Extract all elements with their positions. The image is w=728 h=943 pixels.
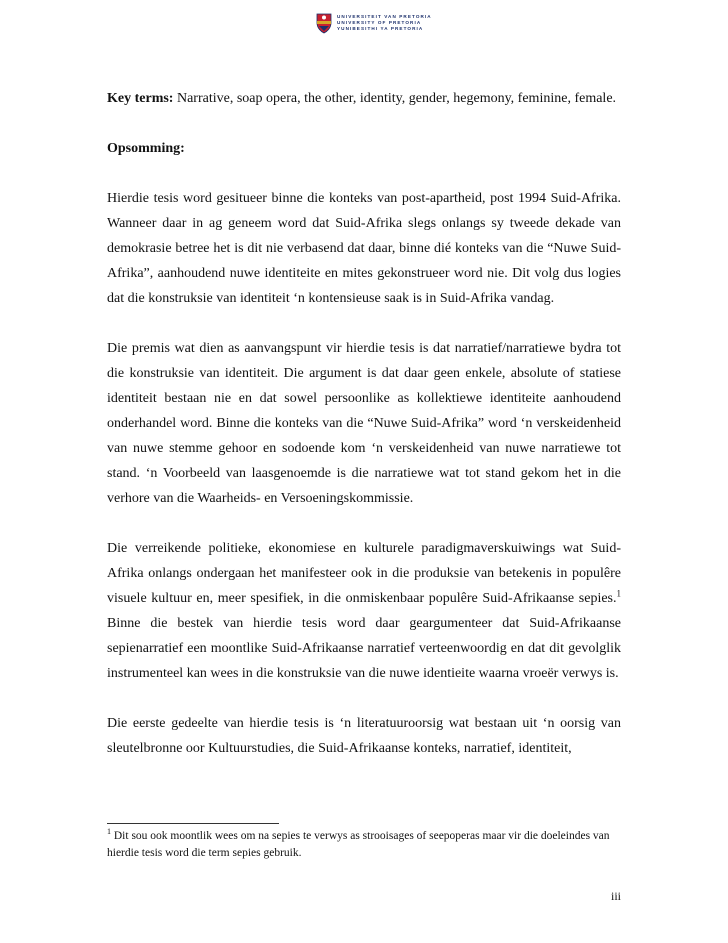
- paragraph-3-before: Die verreikende politieke, ekonomiese en kulturele paradigmaverskuiwings wat Suid-Afrika onlangs ondergaan het manifesteer ook in die produksie van betekenis in populêre visuele kultuur en, meer spesifiek, in die onmiskenbaar populêre Suid-Afrikaanse sepies.: [107, 541, 621, 606]
- paragraph-3: [107, 536, 621, 686]
- page-number: iii: [610, 889, 621, 903]
- university-logo: [316, 10, 432, 36]
- key-terms: [107, 86, 621, 111]
- footnote-divider: [107, 823, 279, 824]
- logo-line-afrikaans: UNIVERSITEIT VAN PRETORIA: [337, 14, 432, 19]
- footnote-number: 1: [107, 827, 111, 837]
- paragraph-1: Hierdie tesis word gesitueer binne die konteks van post-apartheid, post 1994 Suid-Afrika. Wanneer daar in ag geneem word dat Suid-Afrika slegs onlangs sy tweede dekade van demokrasie betree het is dit nie verbasend dat daar, binne dié konteks van die “Nuwe Suid-Afrika”, aanhoudend nuwe identiteite en mites gekonstrueer word nie. Dit volg dus logies dat die konstruksie van identiteit ‘n kontensieuse saak is in Suid-Afrika vandag.: [107, 191, 621, 306]
- paragraph-4: Die eerste gedeelte van hierdie tesis is ‘n literatuuroorsig wat bestaan uit ‘n oorsig van sleutelbronne oor Kultuurstudies, die Suid-Afrikaanse konteks, narratief, identiteit,: [107, 716, 621, 756]
- paragraph-2: Die premis wat dien as aanvangspunt vir hierdie tesis is dat narratief/narratiewe bydra tot die konstruksie van identiteit. Die argument is dat daar geen enkele, absolute of statiese identiteit bestaan nie en dat sowel persoonlike as kollektiewe identiteite aanhoudend onderhandel word. Binne die konteks van die “Nuwe Suid-Afrika” word ‘n verskeidenheid van nuwe stemme gehoor en sodoende kom ‘n verskeidenheid van nuwe narratiewe tot stand. ‘n Voorbeeld van laasgenoemde is die narratiewe wat tot stand gekom het in die verhore van die Waarheids- en Versoeningskommissie.: [107, 341, 621, 506]
- footnote: [107, 828, 621, 862]
- footnote-text: Dit sou ook moontlik wees om na sepies te verwys as strooisages of seepoperas maar vir die doeleindes van hierdie tesis word die term sepies gebruik.: [107, 830, 610, 859]
- logo-line-english: UNIVERSITY OF PRETORIA: [337, 20, 422, 25]
- university-crest-icon: [316, 12, 332, 34]
- key-terms-label: Key terms:: [107, 91, 174, 106]
- summary-heading: Opsomming:: [107, 141, 185, 156]
- key-terms-text: Narrative, soap opera, the other, identity, gender, hegemony, feminine, female.: [173, 91, 617, 106]
- paragraph-3-after: Binne die bestek van hierdie tesis word daar geargumenteer dat Suid-Afrikaanse sepienarratief een moontlike Suid-Afrikaanse narratief verteenwoordig en dat dit gevolglik instrumenteel kan wees in die konstruksie van die nuwe identieite waarna vroeër verwys is.: [107, 616, 621, 681]
- footnote-reference[interactable]: 1: [616, 588, 621, 599]
- page-body: [107, 86, 621, 761]
- logo-line-sepedi: YUNIBESITHI YA PRETORIA: [337, 26, 424, 31]
